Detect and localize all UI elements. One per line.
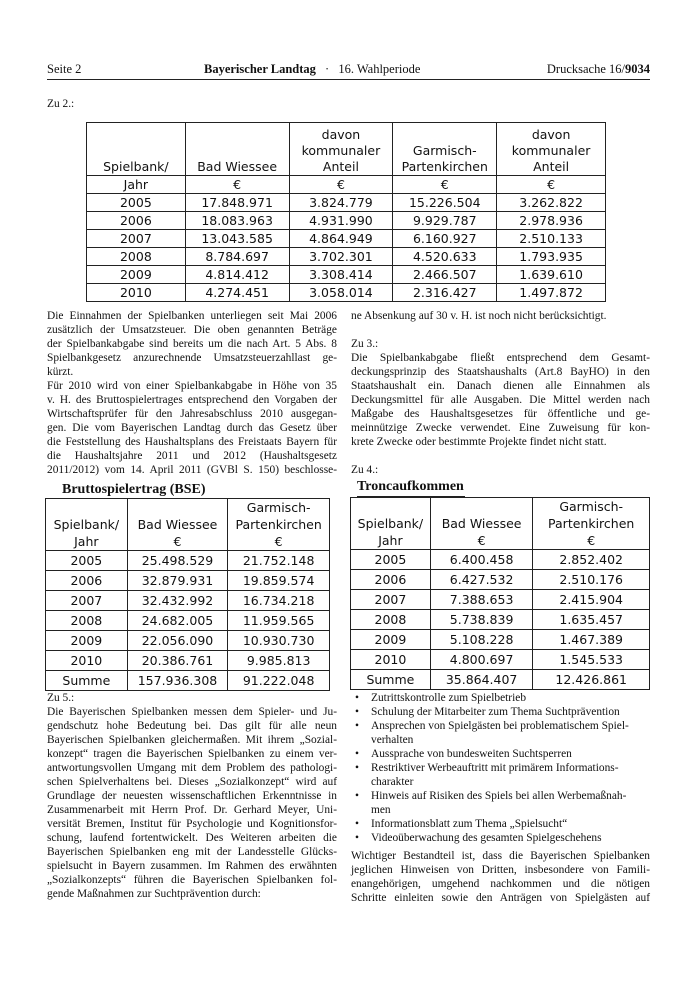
table-cell: 3.824.779	[289, 194, 393, 212]
bullet-icon: •	[355, 832, 359, 844]
text-line: Bayerischen Spielbanken eng mit der Landesstelle Glücks-	[47, 846, 337, 858]
header-line: Garmisch-	[559, 499, 624, 514]
list-item-line: Aussprache von bundesweiten Suchtsperren	[371, 748, 572, 760]
table-cell: 1.635.457	[533, 610, 650, 630]
drucksache-number	[547, 62, 650, 77]
list-item-line: verhalten	[371, 734, 414, 746]
list-item	[351, 817, 650, 831]
left-paragraph-einnahmen	[47, 309, 337, 477]
list-item	[351, 719, 650, 747]
table-cell: 2009	[351, 630, 431, 650]
text-line: kürzt.	[47, 366, 74, 378]
list-item-line: Restriktiver Werbeauftritt mit primärem Informations-	[371, 762, 619, 774]
table-row	[46, 651, 330, 671]
table-row	[87, 194, 606, 212]
table-row	[351, 590, 650, 610]
bse-table	[45, 498, 330, 691]
table-cell: 157.936.308	[127, 671, 228, 691]
section-zu5: Zu 5.:	[47, 692, 75, 704]
table-row	[351, 570, 650, 590]
text-line: gen. Die vom Bayerischen Landtag durch das Gesetz über	[47, 422, 337, 434]
text-line: schen Spielverhaltens bei. Dieses „Sozialkonzept“ wird auf	[47, 776, 337, 788]
table-cell: 13.043.585	[185, 230, 289, 248]
text-line: Staatshaushalt ein. Danach dienen alle Einnahmen als	[351, 380, 650, 392]
table-cell: 35.864.407	[430, 670, 533, 690]
text-line: Bayerischen Spielbanken gleichermaßen. Mit ihrem „Sozial-	[47, 734, 337, 746]
header-line: Partenkirchen	[401, 159, 488, 174]
list-item	[351, 747, 650, 761]
unit-cell: €	[497, 176, 606, 194]
header-line: Bad Wiessee	[137, 517, 218, 532]
table-cell: 12.426.861	[533, 670, 650, 690]
table-row	[87, 230, 606, 248]
text-line: spielsucht in Bayern zusammen. Im Rahmen des erwähnten	[47, 860, 337, 872]
header-line: Garmisch-	[246, 500, 311, 515]
table-row	[87, 212, 606, 230]
list-item-line: Ansprechen von Spielgästen bei problematischem Spiel-	[371, 720, 629, 732]
table-cell: 2008	[351, 610, 431, 630]
table-row	[46, 551, 330, 571]
table-cell: 11.959.565	[228, 611, 330, 631]
list-item-line: charakter	[371, 776, 414, 788]
table-cell: 8.784.697	[185, 248, 289, 266]
header-cell	[289, 123, 393, 176]
section-zu3: Zu 3.:	[351, 338, 379, 350]
table-cell: 2.466.507	[393, 266, 497, 284]
text-line: Die Bayerischen Spielbanken messen dem Spieler- und Ju-	[47, 706, 337, 718]
list-item	[351, 705, 650, 719]
unit-cell: €	[185, 176, 289, 194]
header-cell	[393, 123, 497, 176]
text-line: zusätzlich der Umsatzsteuer. Die oben genannten Beträge	[47, 324, 337, 336]
bullet-icon: •	[355, 818, 359, 830]
table-cell: 2008	[46, 611, 128, 631]
text-line: die Haushaltsjahre 2011 und 2012 (Haushaltsgesetz	[47, 450, 337, 462]
header-line: Partenkirchen	[548, 516, 635, 531]
text-line: deckungsprinzip des Staatshaushalts (Art.8 BayHO) in den	[351, 366, 650, 378]
table-cell: 2007	[46, 591, 128, 611]
table-row	[87, 266, 606, 284]
header-cell	[228, 499, 330, 551]
text-line: Zusammenarbeit mit Herrn Prof. Dr. Gerhard Meyer, Uni-	[47, 804, 337, 816]
list-item-line: Informationsblatt zum Thema „Spielsucht“	[371, 818, 568, 830]
drucksache-id: 9034	[625, 62, 650, 76]
text-line: der Spielbankabgabe sind bereits um die nach Art. 5 Abs. 8	[47, 338, 337, 350]
suchtpraevention-list	[351, 691, 650, 845]
table-row	[351, 550, 650, 570]
right-paragraph-absenkung: ne Absenkung auf 30 v. H. ist noch nicht berücksichtigt.	[351, 310, 607, 322]
unit-cell: €	[393, 176, 497, 194]
header-line: Garmisch-	[412, 143, 477, 158]
table-cell: 1.793.935	[497, 248, 606, 266]
header-cell	[430, 498, 533, 550]
table-row	[87, 248, 606, 266]
table-cell: 5.108.228	[430, 630, 533, 650]
table-row	[351, 610, 650, 630]
list-item	[351, 831, 650, 845]
right-paragraph-gesamtdeckung	[351, 351, 650, 449]
unit-row	[87, 176, 606, 194]
bullet-icon: •	[355, 762, 359, 774]
unit-cell: €	[289, 176, 393, 194]
text-line: krete Zwecke oder bestimmte Projekte findet nicht statt.	[351, 436, 607, 448]
text-line: gendschutz hohe Bedeutung bei. Das gilt für alle neun	[47, 720, 337, 732]
header-line: €	[274, 534, 283, 549]
table-cell: 24.682.005	[127, 611, 228, 631]
section-zu4: Zu 4.:	[351, 464, 379, 476]
text-line: Wichtiger Bestandteil ist, dass die Bayerischen Spielbanken	[351, 850, 650, 862]
bullet-icon: •	[355, 748, 359, 760]
header-line: €	[173, 534, 182, 549]
text-line: gende Maßnahmen zur Suchtprävention durch:	[47, 888, 261, 900]
text-line: Wirtschaftsprüfer für den Jahresabschluss 2010 ausgegan-	[47, 408, 337, 420]
table-row	[46, 631, 330, 651]
list-item-line: Zutrittskontrolle zum Spielbetrieb	[371, 692, 527, 704]
text-line: Maßgabe des Haushaltsgesetzes für öffentliche und ge-	[351, 408, 650, 420]
text-line: v. H. des Bruttospielertrages entsprechend den Vorgaben der	[47, 394, 337, 406]
header-cell	[46, 499, 128, 551]
table-cell: 1.639.610	[497, 266, 606, 284]
table-cell: 2.978.936	[497, 212, 606, 230]
section-zu2: Zu 2.:	[47, 98, 75, 110]
text-line: Grundlage der neuesten wissenschaftlichen Erkenntnisse in	[47, 790, 337, 802]
table-cell: 17.848.971	[185, 194, 289, 212]
table-header-row	[87, 123, 606, 176]
table-header-row	[46, 499, 330, 551]
right-paragraph-bestandteil	[351, 849, 650, 905]
table-cell: 1.545.533	[533, 650, 650, 670]
table-cell: 2.852.402	[533, 550, 650, 570]
table-cell: 7.388.653	[430, 590, 533, 610]
table-cell: 3.058.014	[289, 284, 393, 302]
table-cell: 22.056.090	[127, 631, 228, 651]
list-item-line: Hinweis auf Risiken des Spiels bei allen Werbemaßnah-	[371, 790, 627, 802]
bse-table-title: Bruttospielertrag (BSE)	[62, 482, 206, 497]
list-item	[351, 789, 650, 817]
header-cell	[87, 123, 186, 176]
bullet-icon: •	[355, 692, 359, 704]
table-cell: 9.985.813	[228, 651, 330, 671]
table-cell: 25.498.529	[127, 551, 228, 571]
table-row	[351, 650, 650, 670]
text-line: konzept“ tragen die Bayerischen Spielbanken zu einem ver-	[47, 748, 337, 760]
table-cell: 2006	[351, 570, 431, 590]
table-row	[46, 591, 330, 611]
header-line: Bad Wiessee	[441, 516, 522, 531]
table-cell: 21.752.148	[228, 551, 330, 571]
text-line: Die Spielbankabgabe fließt entsprechend dem Gesamt-	[351, 352, 650, 364]
header-line: kommunaler	[301, 143, 381, 158]
table-cell: 2009	[46, 631, 128, 651]
table-row	[351, 670, 650, 690]
header-cell	[497, 123, 606, 176]
header-line: Jahr	[74, 534, 99, 549]
table-cell: 3.308.414	[289, 266, 393, 284]
text-line: schung, laufend fortentwickelt. Des Weiteren arbeiten die	[47, 832, 337, 844]
table-cell: 2010	[87, 284, 186, 302]
table-row	[46, 571, 330, 591]
header-cell	[351, 498, 431, 550]
header-line: €	[477, 533, 486, 548]
text-line: Die Einnahmen der Spielbanken unterliegen seit Mai 2006	[47, 310, 337, 322]
tronc-table-title: Troncaufkommen	[357, 479, 464, 494]
table-cell: 2009	[87, 266, 186, 284]
list-item-line: Schulung der Mitarbeiter zum Thema Suchtprävention	[371, 706, 620, 718]
header-line: Jahr	[378, 533, 403, 548]
table-header-row	[351, 498, 650, 550]
table-row	[87, 284, 606, 302]
tronc-table	[350, 497, 650, 690]
table-cell: 6.400.458	[430, 550, 533, 570]
header-line: Bad Wiessee	[197, 159, 278, 174]
table-cell: 4.274.451	[185, 284, 289, 302]
spielbankabgabe-table	[86, 122, 606, 302]
text-line: jeglichen Hinweisen von Dritten, insbesondere von Famili-	[351, 864, 650, 876]
header-line: Spielbank/	[103, 159, 169, 174]
header-wahlperiode: 16. Wahlperiode	[338, 62, 421, 76]
header-line: davon	[531, 127, 571, 142]
text-line: 2011/2012) vom 14. April 2011 (GVBl S. 150) beschlosse-	[47, 464, 337, 476]
table-cell: 20.386.761	[127, 651, 228, 671]
bullet-icon: •	[355, 790, 359, 802]
list-item-line: Videoüberwachung des gesamten Spielgeschehens	[371, 832, 602, 844]
list-item-line: men	[371, 804, 391, 816]
table-cell: 2.316.427	[393, 284, 497, 302]
table-cell: 32.432.992	[127, 591, 228, 611]
table-cell: 15.226.504	[393, 194, 497, 212]
table-cell: 32.879.931	[127, 571, 228, 591]
table-cell: 4.864.949	[289, 230, 393, 248]
bullet-icon: •	[355, 720, 359, 732]
table-cell: 18.083.963	[185, 212, 289, 230]
table-cell: 5.738.839	[430, 610, 533, 630]
left-paragraph-spielerschutz	[47, 705, 337, 901]
table-cell: 2010	[46, 651, 128, 671]
table-cell: 3.262.822	[497, 194, 606, 212]
header-cell	[533, 498, 650, 550]
header-title	[204, 62, 420, 77]
header-line: Anteil	[533, 159, 570, 174]
table-cell: 2.415.904	[533, 590, 650, 610]
table-cell: 6.160.927	[393, 230, 497, 248]
table-cell: 2005	[87, 194, 186, 212]
header-line: davon	[321, 127, 361, 142]
table-cell: 91.222.048	[228, 671, 330, 691]
table-cell: 1.497.872	[497, 284, 606, 302]
list-item	[351, 691, 650, 705]
table-cell: 2007	[351, 590, 431, 610]
list-item	[351, 761, 650, 789]
drucksache-prefix: Drucksache 16/	[546, 62, 625, 76]
table-cell: 16.734.218	[228, 591, 330, 611]
table-cell: 1.467.389	[533, 630, 650, 650]
header-line: €	[587, 533, 596, 548]
table-cell: 19.859.574	[228, 571, 330, 591]
table-cell: 2005	[351, 550, 431, 570]
table-row	[351, 630, 650, 650]
table-row	[46, 671, 330, 691]
table-cell: 2005	[46, 551, 128, 571]
text-line: Deckungsmittel für alle Ausgaben. Die Mittel werden nach	[351, 394, 650, 406]
header-line: Spielbank/	[53, 517, 120, 532]
header-cell	[127, 499, 228, 551]
table-cell: 2.510.133	[497, 230, 606, 248]
table-cell: 10.930.730	[228, 631, 330, 651]
header-line: kommunaler	[511, 143, 591, 158]
table-cell: Summe	[351, 670, 431, 690]
text-line: die Feststellung des Haushaltsplans des Freistaats Bayern für	[47, 436, 337, 448]
table-cell: 2.510.176	[533, 570, 650, 590]
table-row	[46, 611, 330, 631]
table-cell: 2006	[46, 571, 128, 591]
text-line: meinnützige Zwecke verwendet. Eine Zuweisung für kon-	[351, 422, 650, 434]
text-line: Schritte einleiten sowie den Anträgen von Spielgästen auf	[351, 892, 650, 904]
unit-cell: Jahr	[87, 176, 186, 194]
text-line: enangehörigen, umgehend nachkommen und die nötigen	[351, 878, 650, 890]
table-cell: 2008	[87, 248, 186, 266]
table-cell: 3.702.301	[289, 248, 393, 266]
table-cell: 2006	[87, 212, 186, 230]
table-cell: Summe	[46, 671, 128, 691]
bullet-icon: •	[355, 706, 359, 718]
text-line: Spielbankgesetz anzurechnende Umsatzsteuerzahllast ge-	[47, 352, 337, 364]
table-cell: 4.931.990	[289, 212, 393, 230]
text-line: Für 2010 wird von einer Spielbankabgabe in Höhe von 35	[47, 380, 337, 392]
table-cell: 4.814.412	[185, 266, 289, 284]
text-line: versität Bremen, Institut für Psychologie und Kognitionsfor-	[47, 818, 337, 830]
text-line: antwortungsvollen Umgang mit dem Problem des pathologi-	[47, 762, 337, 774]
table-cell: 2010	[351, 650, 431, 670]
header-line: Partenkirchen	[235, 517, 322, 532]
header-line: Anteil	[322, 159, 359, 174]
header-divider	[47, 79, 650, 80]
table-cell: 9.929.787	[393, 212, 497, 230]
header-line: Spielbank/	[357, 516, 424, 531]
header-cell	[185, 123, 289, 176]
table-cell: 2007	[87, 230, 186, 248]
table-cell: 6.427.532	[430, 570, 533, 590]
table-cell: 4.800.697	[430, 650, 533, 670]
text-line: „Sozialkonzepts“ führen die Bayerischen Spielbanken fol-	[47, 874, 337, 886]
table-cell: 4.520.633	[393, 248, 497, 266]
page-number: Seite 2	[47, 62, 82, 76]
header-landtag: Bayerischer Landtag	[204, 62, 316, 76]
header-separator: ·	[325, 62, 330, 76]
